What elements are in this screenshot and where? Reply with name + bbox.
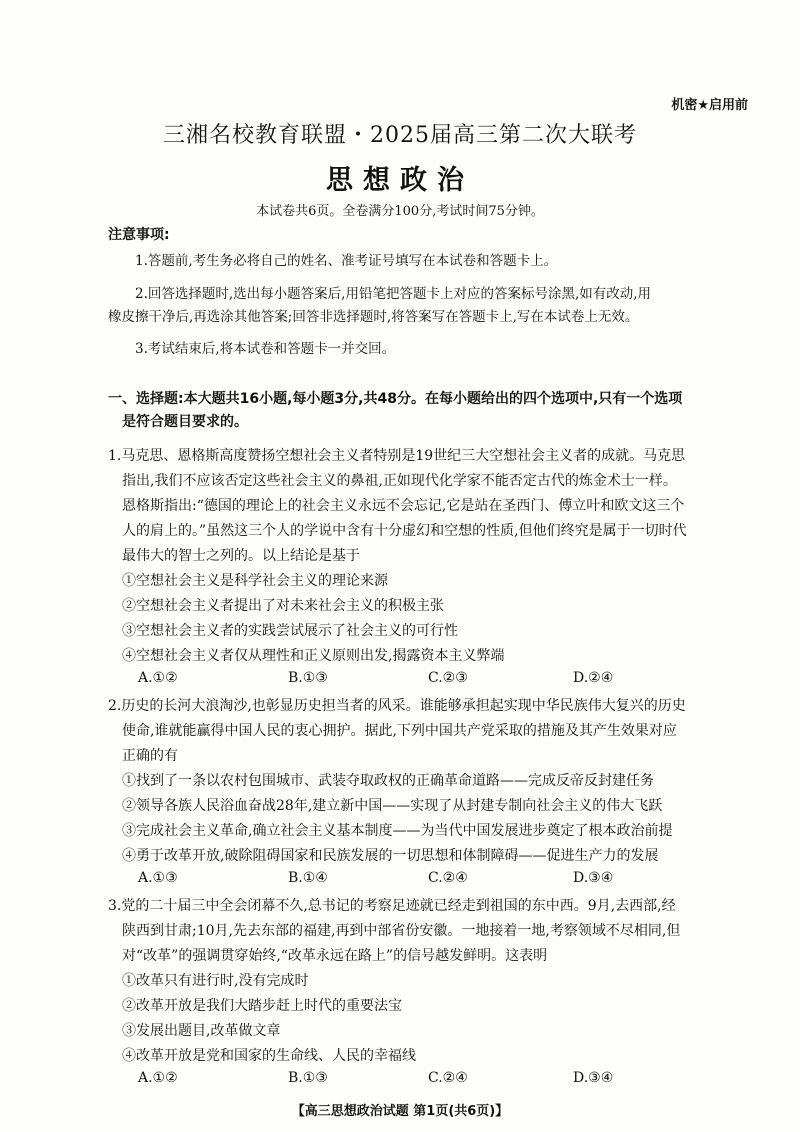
question-stem-line: 1.马克思、恩格斯高度赞扬空想社会主义者特别是19世纪三大空想社会主义者的成就。马克思 (108, 448, 686, 464)
answer-option-c: C.②③ (428, 670, 468, 686)
statement-item: ②空想社会主义者提出了对未来社会主义的积极主张 (122, 598, 444, 614)
question-stem-line: 最伟大的智士之列的。以上结论是基于 (122, 548, 360, 564)
note-line: 2.回答选择题时,选出每小题答案后,用铅笔把答题卡上对应的答案标号涂黑,如有改动,用 (135, 286, 652, 302)
section-heading: 一、选择题:本大题共16小题,每小题3分,共48分。在每小题给出的四个选项中,只有一个选项 (108, 391, 683, 407)
statement-item: ①空想社会主义是科学社会主义的理论来源 (122, 573, 388, 589)
note-line: 橡皮擦干净后,再选涂其他答案;回答非选择题时,将答案写在答题卡上,写在本试卷上无效。 (108, 309, 639, 325)
answer-option-d: D.②④ (573, 670, 614, 686)
question-stem-line: 恩格斯指出:“德国的理论上的社会主义永远不会忘记,它是站在圣西门、傅立叶和欧文这三个 (122, 498, 685, 514)
exam-info: 本试卷共6页。全卷满分100分,考试时间75分钟。 (256, 204, 544, 219)
answer-option-d: D.③④ (573, 870, 614, 886)
statement-item: ②领导各族人民浴血奋战28年,建立新中国——实现了从封建专制向社会主义的伟大飞跃 (122, 798, 663, 814)
answer-option-c: C.②④ (428, 870, 468, 886)
answer-option-a: A.①② (138, 1070, 178, 1086)
statement-item: ②改革开放是我们大踏步赶上时代的重要法宝 (122, 998, 402, 1014)
page-footer: 【高三思想政治试题 第1页(共6页)】 (291, 1104, 509, 1119)
question-stem-line: 正确的有 (122, 748, 178, 764)
answer-option-c: C.②④ (428, 1070, 468, 1086)
statement-item: ③空想社会主义者的实践尝试展示了社会主义的可行性 (122, 623, 458, 639)
confidential-label: 机密★启用前 (671, 98, 748, 113)
note-line: 3.考试结束后,将本试卷和答题卡一并交回。 (135, 341, 396, 357)
answer-option-b: B.①③ (288, 670, 328, 686)
answer-option-a: A.①② (138, 670, 178, 686)
question-stem-line: 人的肩上的。”虽然这三个人的学说中含有十分虚幻和空想的性质,但他们终究是属于一切时代 (122, 523, 687, 539)
statement-item: ④勇于改革开放,破除阻碍国家和民族发展的一切思想和体制障碍——促进生产力的发展 (122, 848, 659, 864)
note-line: 1.答题前,考生务必将自己的姓名、准考证号填写在本试卷和答题卡上。 (135, 253, 558, 269)
statement-item: ③发展出题目,改革做文章 (122, 1023, 281, 1039)
exam-title: 三湘名校教育联盟・2025届高三第二次大联考 (163, 123, 637, 148)
question-stem-line: 使命,谁就能赢得中国人民的衷心拥护。据此,下列中国共产党采取的措施及其产生效果对应 (122, 723, 677, 739)
statement-item: ①找到了一条以农村包围城市、武装夺取政权的正确革命道路——完成反帝反封建任务 (122, 773, 654, 789)
notes-heading: 注意事项: (108, 227, 170, 243)
question-stem-line: 指出,我们不应该否定这些社会主义的鼻祖,正如现代化学家不能否定古代的炼金术士一样。 (122, 473, 677, 489)
question-stem-line: 对“改革”的强调贯穿始终,“改革永远在路上”的信号越发鲜明。这表明 (122, 948, 548, 964)
answer-option-b: B.①③ (288, 1070, 328, 1086)
question-stem-line: 2.历史的长河大浪淘沙,也彰显历史担当者的风采。谁能够承担起实现中华民族伟大复兴的历史 (108, 698, 686, 714)
section-heading: 是符合题目要求的。 (122, 414, 248, 430)
answer-option-a: A.①③ (138, 870, 178, 886)
answer-option-b: B.①④ (288, 870, 328, 886)
statement-item: ①改革只有进行时,没有完成时 (122, 973, 309, 989)
subject-title: 思想政治 (326, 165, 474, 196)
question-stem-line: 陕西到甘肃;10月,先去东部的福建,再到中部省份安徽。一地接着一地,考察领域不尽相同,但 (122, 923, 681, 939)
statement-item: ③完成社会主义革命,确立社会主义基本制度——为当代中国发展进步奠定了根本政治前提 (122, 823, 673, 839)
statement-item: ④空想社会主义者仅从理性和正义原则出发,揭露资本主义弊端 (122, 648, 505, 664)
answer-option-d: D.③④ (573, 1070, 614, 1086)
statement-item: ④改革开放是党和国家的生命线、人民的幸福线 (122, 1048, 416, 1064)
question-stem-line: 3.党的二十届三中全会闭幕不久,总书记的考察足迹就已经走到祖国的东中西。9月,去西部,经 (108, 898, 676, 914)
